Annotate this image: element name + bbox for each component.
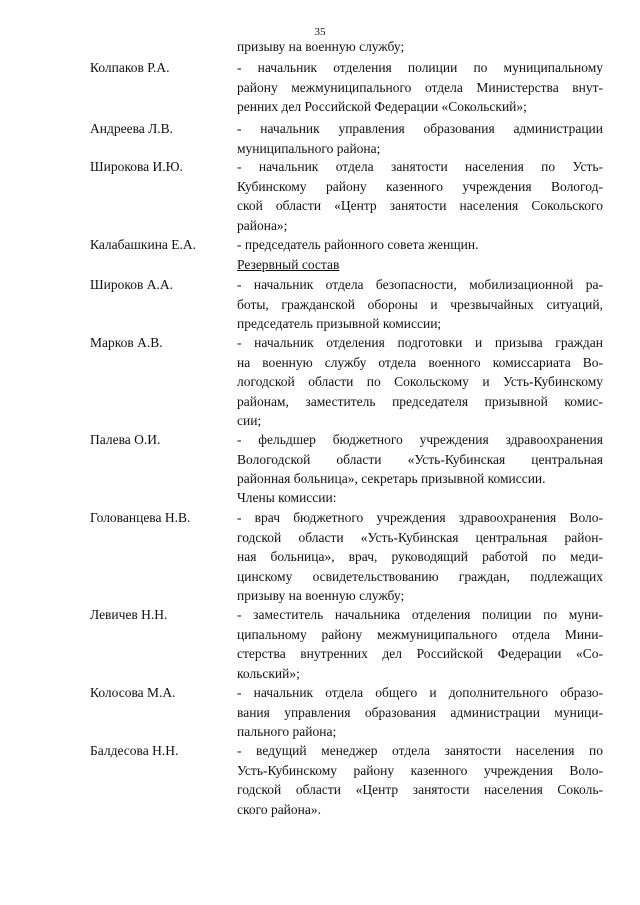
member-role xyxy=(237,58,603,117)
text-line: ского района». xyxy=(237,801,321,817)
member-name: Левичев Н.Н. xyxy=(90,607,168,622)
text-line: логодской области по Сокольскому и Усть-Кубинскому xyxy=(237,374,603,389)
text-line: ской области «Центр занятости населения Сокольского xyxy=(237,198,603,213)
member-role xyxy=(237,119,603,158)
reserve-heading: Резервный состав xyxy=(237,257,340,272)
text-line: вания управления образования администрации муници- xyxy=(237,704,603,720)
text-line: призыву на военную службу; xyxy=(237,39,405,54)
text-line: Кубинскому району казенного учреждения Вологод- xyxy=(237,178,603,194)
continuation-text xyxy=(237,37,603,57)
text-line: районам, заместитель председателя призывной комис- xyxy=(237,393,603,409)
text-line: - врач бюджетного учреждения здравоохранения Воло- xyxy=(237,510,603,525)
text-line: - фельдшер бюджетного учреждения здравоохранения xyxy=(237,432,603,447)
member-role xyxy=(237,683,603,742)
page-number: 35 xyxy=(314,26,326,38)
text-line: ренних дел Российской Федерации «Сокольский»; xyxy=(237,99,527,114)
text-line: на военную службу отдела военного комиссариата Во- xyxy=(237,354,603,370)
text-line: ципальному району межмуниципального отдела Мини- xyxy=(237,626,603,642)
member-name: Марков А.В. xyxy=(90,335,163,350)
text-line: района»; xyxy=(237,217,288,233)
text-line: - начальник отдела общего и дополнительного образо- xyxy=(237,685,603,700)
member-role xyxy=(237,157,603,235)
text-line: - председатель районного совета женщин. xyxy=(237,237,479,252)
member-name: Широкова И.Ю. xyxy=(90,159,183,174)
member-name: Андреева Л.В. xyxy=(90,121,174,136)
commission-heading: Члены комиссии: xyxy=(237,490,337,505)
text-line: - заместитель начальника отделения полиции по муни- xyxy=(237,607,603,622)
text-line: призыву на военную службу; xyxy=(237,588,405,603)
member-role xyxy=(237,605,603,683)
member-name: Колпаков Р.А. xyxy=(90,60,170,75)
member-name: Калабашкина Е.А. xyxy=(90,237,197,252)
text-line: - начальник управления образования администрации xyxy=(237,121,603,136)
text-line: цинскому освидетельствованию граждан, подлежащих xyxy=(237,568,603,584)
text-line: - начальник отделения полиции по муниципальному xyxy=(237,60,603,75)
member-name: Голованцева Н.В. xyxy=(90,510,191,525)
member-role xyxy=(237,235,603,255)
text-line: Вологодской области «Усть-Кубинская центральная xyxy=(237,451,603,467)
text-line: пального района; xyxy=(237,724,337,739)
text-line: Усть-Кубинскому району казенного учреждения Воло- xyxy=(237,762,603,778)
member-role xyxy=(237,430,603,489)
member-role xyxy=(237,275,603,334)
text-line: председатель призывной комиссии; xyxy=(237,316,442,331)
member-name: Колосова М.А. xyxy=(90,685,176,700)
text-line: - ведущий менеджер отдела занятости населения по xyxy=(237,743,603,758)
text-line: ная больница», врач, руководящий работой по меди- xyxy=(237,549,603,564)
text-line: годской области «Центр занятости населения Соколь- xyxy=(237,782,603,797)
text-line: району межмуниципального отдела Министерства внут- xyxy=(237,79,603,95)
text-line: районная больница», секретарь призывной комиссии. xyxy=(237,471,546,486)
member-role xyxy=(237,333,603,431)
text-line: годской области «Усть-Кубинская центральная район- xyxy=(237,529,603,545)
text-line: кольский»; xyxy=(237,665,300,681)
text-line: муниципального района; xyxy=(237,140,381,156)
text-line: - начальник отдела безопасности, мобилизационной ра- xyxy=(237,277,603,292)
member-role xyxy=(237,508,603,606)
text-line: стерства внутренних дел Российской Федерации «Со- xyxy=(237,646,603,661)
member-name: Балдесова Н.Н. xyxy=(90,743,179,758)
member-role xyxy=(237,741,603,819)
member-name: Палева О.И. xyxy=(90,432,161,447)
text-line: сии; xyxy=(237,413,262,428)
text-line: - начальник отделения подготовки и призыва граждан xyxy=(237,335,603,350)
text-line: - начальник отдела занятости населения по Усть- xyxy=(237,159,603,174)
member-name: Широков А.А. xyxy=(90,277,173,292)
text-line: боты, гражданской обороны и чрезвычайных ситуаций, xyxy=(237,296,603,312)
